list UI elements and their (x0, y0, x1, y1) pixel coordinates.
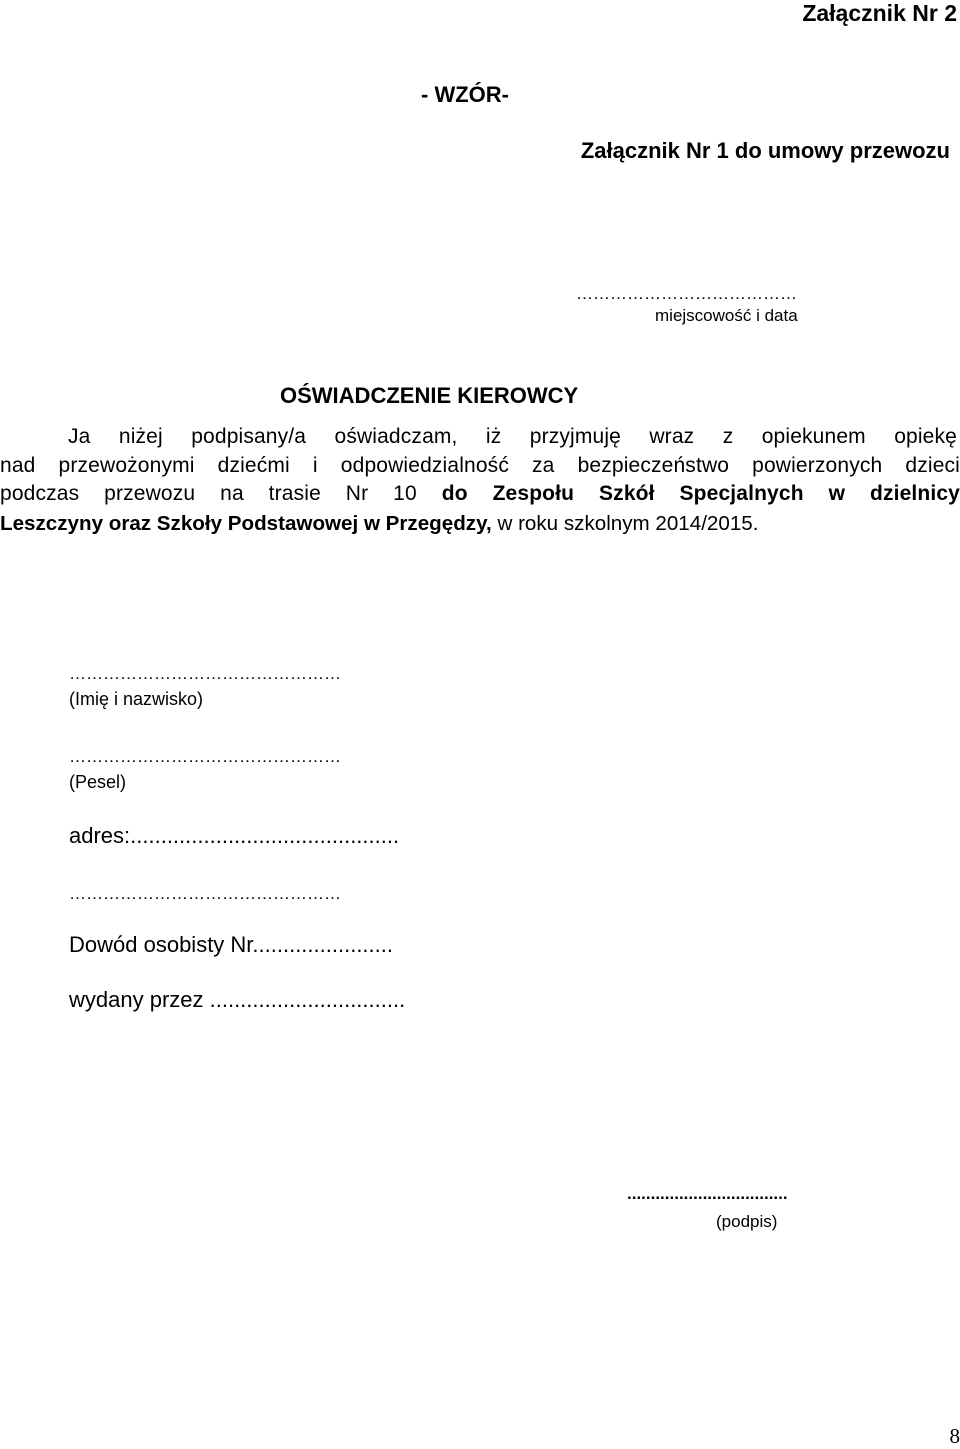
signature-label: (podpis) (716, 1212, 777, 1232)
statement-line-1: Ja niżej podpisany/a oświadczam, iż przyjmuję wraz z opiekunem opiekę (68, 425, 957, 449)
pesel-field-dots: ………………………………………… (69, 747, 341, 767)
statement-line-3-plain: podczas przewozu na trasie Nr 10 (0, 482, 442, 505)
place-date-label: miejscowość i data (655, 306, 798, 326)
contract-annex-title: Załącznik Nr 1 do umowy przewozu (581, 138, 950, 164)
template-label: - WZÓR- (421, 82, 509, 108)
statement-line-3 (0, 482, 960, 506)
statement-line-4 (0, 512, 960, 536)
statement-line-2: nad przewożonymi dziećmi i odpowiedzialność za bezpieczeństwo powierzonych dzieci (0, 454, 960, 478)
address-field: adres:............................................ (69, 823, 399, 849)
page-number: 8 (950, 1424, 960, 1449)
issued-by-field: wydany przez ................................ (69, 987, 405, 1013)
signature-dots: .................................. (627, 1184, 788, 1204)
id-card-field: Dowód osobisty Nr....................... (69, 932, 393, 958)
statement-line-4-plain: w roku szkolnym 2014/2015. (492, 512, 759, 535)
statement-line-3-bold: do Zespołu Szkół Specjalnych w dzielnicy (442, 482, 960, 505)
name-field-label: (Imię i nazwisko) (69, 689, 203, 710)
name-field-dots: ………………………………………… (69, 664, 341, 684)
pesel-field-label: (Pesel) (69, 772, 126, 793)
place-date-dots: ………………………………… (576, 284, 797, 304)
statement-line-4-bold: Leszczyny oraz Szkoły Podstawowej w Przegędzy, (0, 512, 492, 535)
address-field-continuation: ………………………………………… (69, 884, 341, 904)
statement-title: OŚWIADCZENIE KIEROWCY (280, 383, 578, 409)
annex-header: Załącznik Nr 2 (802, 0, 957, 27)
